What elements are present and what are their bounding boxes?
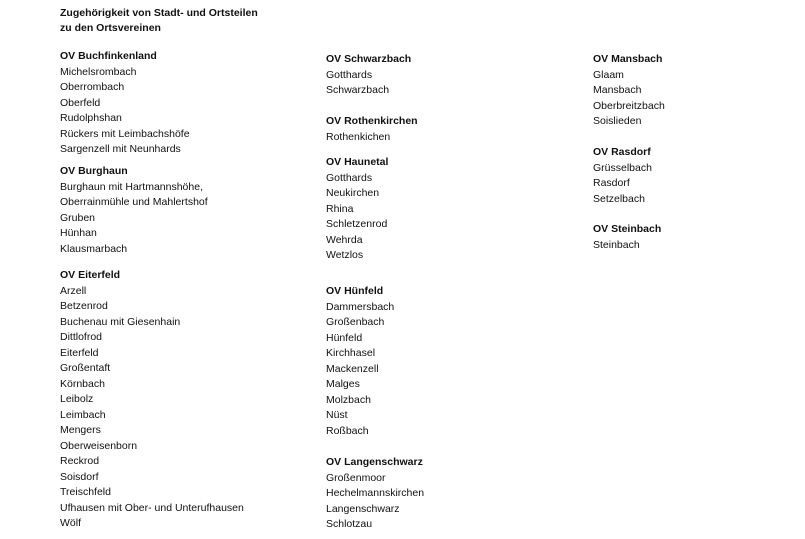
ortsverein-heading: OV Steinbach: [593, 223, 662, 235]
ortsteil-list: [326, 130, 418, 146]
ortsteil-item: Dammersbach: [326, 300, 395, 313]
ortsverein-heading: OV Rothenkirchen: [326, 115, 418, 127]
ortsverein-group: [60, 268, 244, 532]
ortsteil-item: Malges: [326, 378, 360, 390]
ortsteil-item: Dittlofrod: [60, 331, 103, 343]
ortsteil-item: Körnbach: [60, 377, 105, 390]
ortsteil-list: [326, 68, 411, 99]
ortsteil-item: Molzbach: [326, 393, 371, 406]
ortsverein-heading: OV Haunetal: [326, 156, 389, 168]
ortsteil-item: Schlotzau: [326, 518, 373, 530]
ortsteil-item: Reckrod: [60, 455, 100, 467]
ortsverein-group: [326, 155, 388, 264]
ortsteil-item: Schwarzbach: [326, 84, 390, 96]
ortsverein-group: [593, 52, 665, 130]
document-title-line-1: Zugehörigkeit von Stadt- und Ortsteilen: [60, 7, 258, 19]
ortsteil-item: Mengers: [60, 424, 101, 436]
ortsteil-item: Buchenau mit Giesenhain: [60, 315, 181, 328]
ortsteil-item: Mackenzell: [326, 362, 379, 375]
ortsteil-item: Arzell: [60, 284, 87, 297]
ortsverein-heading: OV Hünfeld: [326, 285, 384, 297]
ortsteil-item: Klausmarbach: [60, 242, 128, 255]
ortsverein-heading: OV Buchfinkenland: [60, 50, 157, 62]
ortsteil-item: Oberrainmühle und Mahlertshof: [60, 196, 208, 208]
ortsteil-list: [593, 68, 665, 130]
ortsverein-group: [593, 145, 652, 207]
ortsteil-item: Setzelbach: [593, 192, 645, 205]
ortsverein-heading: OV Schwarzbach: [326, 53, 412, 65]
ortsteil-list: [60, 65, 190, 158]
ortsteil-item: Grüsselbach: [593, 161, 652, 174]
ortsverein-heading: OV Mansbach: [593, 53, 663, 65]
ortsverein-heading: OV Rasdorf: [593, 146, 651, 158]
ortsteil-item: Gruben: [60, 211, 96, 224]
ortsteil-item: Gotthards: [326, 171, 373, 184]
ortsverein-group: [326, 114, 418, 145]
ortsteil-list: [593, 238, 661, 254]
ortsteil-item: Großentaft: [60, 362, 111, 374]
ortsverein-heading: OV Burghaun: [60, 165, 128, 177]
ortsteil-item: Langenschwarz: [326, 502, 400, 515]
ortsteil-item: Oberweisenborn: [60, 439, 138, 452]
ortsteil-item: Oberfeld: [60, 96, 101, 109]
document-title-line-2: zu den Ortsvereinen: [60, 22, 161, 34]
ortsteil-item: Rudolphshan: [60, 112, 122, 124]
ortsteil-item: Rothenkichen: [326, 130, 391, 143]
ortsteil-item: Betzenrod: [60, 300, 108, 312]
ortsteil-item: Rhina: [326, 202, 354, 215]
ortsteil-item: Treischfeld: [60, 486, 111, 498]
ortsteil-list: [326, 471, 424, 533]
ortsteil-item: Schletzenrod: [326, 218, 388, 230]
ortsverein-heading: OV Eiterfeld: [60, 269, 121, 281]
ortsteil-item: Eiterfeld: [60, 346, 99, 359]
ortsteil-list: [60, 284, 244, 532]
ortsteil-item: Soislieden: [593, 115, 642, 127]
ortsteil-list: [593, 161, 652, 208]
ortsverein-group: [326, 52, 411, 99]
ortsteil-item: Wehrda: [326, 233, 363, 246]
ortsteil-item: Steinbach: [593, 238, 640, 251]
ortsverein-group: [326, 284, 394, 439]
ortsteil-item: Burghaun mit Hartmannshöhe,: [60, 180, 203, 193]
ortsverein-group: [60, 49, 190, 158]
ortsteil-item: Kirchhasel: [326, 347, 376, 359]
ortsteil-item: Neukirchen: [326, 187, 380, 199]
ortsteil-item: Sargenzell mit Neunhards: [60, 143, 181, 155]
ortsteil-item: Leimbach: [60, 408, 106, 421]
ortsteil-item: Rückers mit Leimbachshöfe: [60, 127, 190, 140]
ortsteil-list: [60, 180, 208, 258]
ortsteil-item: Glaam: [593, 68, 624, 81]
ortsteil-item: Nüst: [326, 409, 348, 421]
ortsteil-item: Leibolz: [60, 393, 94, 405]
ortsteil-item: Hechelmannskirchen: [326, 487, 425, 499]
ortsteil-item: Roßbach: [326, 424, 369, 437]
ortsteil-item: Gotthards: [326, 68, 373, 81]
ortsteil-item: Hünhan: [60, 227, 97, 239]
ortsteil-list: [326, 171, 388, 264]
ortsverein-group: [593, 222, 661, 253]
ortsteil-item: Hünfeld: [326, 331, 363, 344]
ortsteil-item: Rasdorf: [593, 177, 630, 189]
ortsteil-item: Oberbreitzbach: [593, 99, 665, 112]
ortsteil-item: Wölf: [60, 517, 81, 529]
ortsteil-item: Michelsrombach: [60, 65, 137, 78]
ortsverein-group: [326, 455, 424, 533]
ortsteil-item: Oberrombach: [60, 81, 125, 93]
document-title: [60, 6, 258, 36]
ortsteil-list: [326, 300, 394, 440]
ortsteil-item: Mansbach: [593, 84, 642, 96]
ortsteil-item: Wetzlos: [326, 249, 364, 261]
ortsteil-item: Großenbach: [326, 316, 385, 328]
ortsverein-heading: OV Langenschwarz: [326, 456, 423, 468]
ortsteil-item: Großenmoor: [326, 471, 386, 484]
ortsverein-group: [60, 164, 208, 257]
ortsteil-item: Ufhausen mit Ober- und Unterufhausen: [60, 501, 244, 514]
ortsteil-item: Soisdorf: [60, 470, 99, 483]
